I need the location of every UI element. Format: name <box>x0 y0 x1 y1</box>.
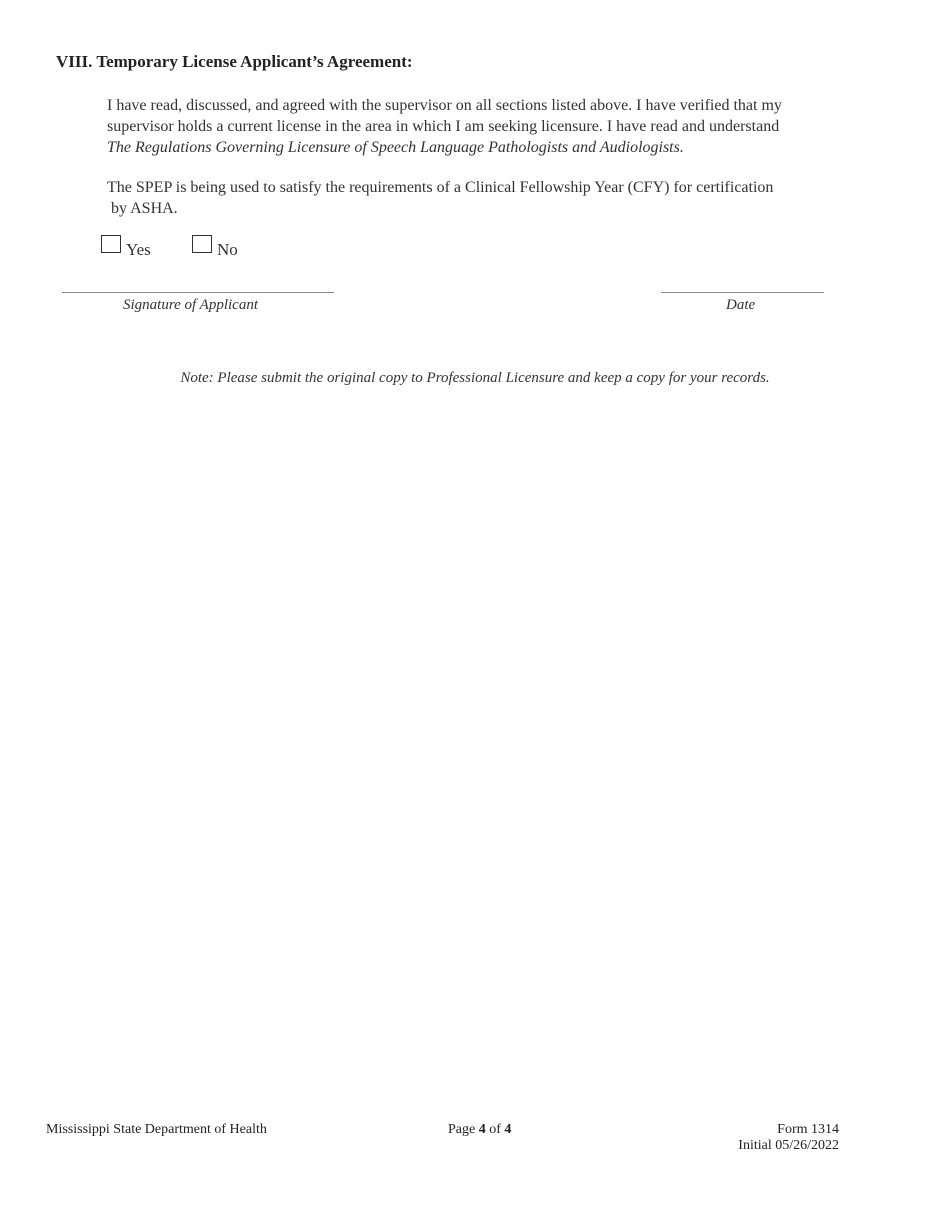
applicant-signature-caption: Signature of Applicant <box>123 297 258 313</box>
date-signature-line[interactable] <box>661 292 824 293</box>
page-current: 4 <box>478 1122 486 1137</box>
no-checkbox[interactable] <box>192 235 212 253</box>
form-date: Initial 05/26/2022 <box>738 1138 839 1153</box>
yes-checkbox[interactable] <box>101 235 121 253</box>
agreement-paragraph <box>107 95 847 158</box>
page-total: 4 <box>504 1122 512 1137</box>
yes-checkbox-label: Yes <box>126 240 151 259</box>
no-checkbox-label: No <box>217 240 238 259</box>
spep-line-2: by ASHA. <box>107 200 178 217</box>
footer-organization: Mississippi State Department of Health <box>46 1122 267 1137</box>
applicant-signature-line[interactable] <box>62 292 334 293</box>
page-prefix: Page <box>448 1122 479 1137</box>
form-number: Form 1314 <box>777 1122 839 1137</box>
agreement-line-1: I have read, discussed, and agreed with the supervisor on all sections listed above. I have verified that my <box>107 97 782 114</box>
page-of: of <box>485 1122 505 1137</box>
agreement-line-2: supervisor holds a current license in the area in which I am seeking licensure. I have read and understand <box>107 118 780 135</box>
spep-paragraph <box>107 177 847 219</box>
submission-note: Note: Please submit the original copy to Professional Licensure and keep a copy for your records. <box>180 370 770 386</box>
section-heading: VIII. Temporary License Applicant’s Agreement: <box>56 52 413 71</box>
spep-line-1: The SPEP is being used to satisfy the requirements of a Clinical Fellowship Year (CFY) for certification <box>107 179 774 196</box>
regulations-title: The Regulations Governing Licensure of Speech Language Pathologists and Audiologists. <box>107 139 684 156</box>
date-caption: Date <box>726 297 756 313</box>
footer-form-info <box>738 1122 839 1154</box>
footer-page-number <box>448 1122 511 1138</box>
